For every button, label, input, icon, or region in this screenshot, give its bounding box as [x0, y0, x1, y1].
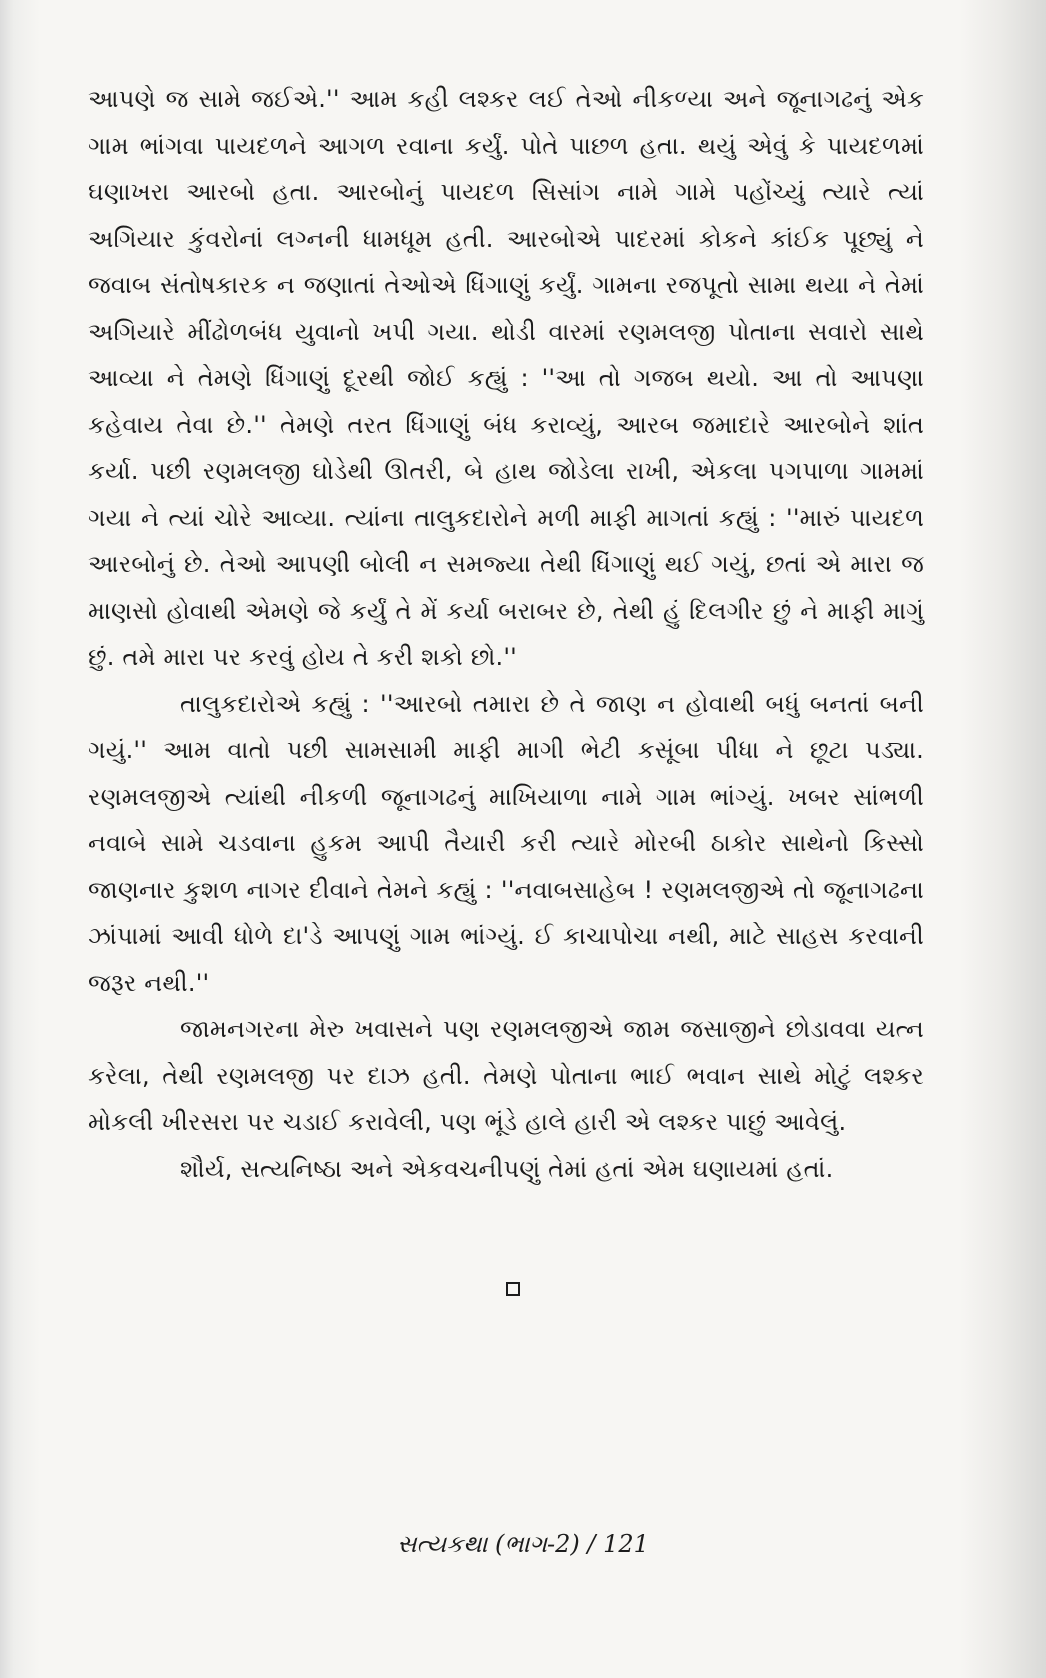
page-footer: સત્યકથા (ભાગ-2) / 121 — [397, 1530, 649, 1558]
paragraph-4: શૌર્ય, સત્યનિષ્ઠા અને એકવચનીપણું તેમાં હતાં એમ ઘણાયમાં હતાં. — [180, 1154, 834, 1183]
paragraph-1: આપણે જ સામે જઈએ.'' આમ કહી લશ્કર લઈ તેઓ નીકળ્યા અને જૂનાગઢનું એક ગામ ભાંગવા પાયદળને આગળ રવાના કર્યું. પોતે પાછળ હતા. થયું એવું કે પાયદળમાં ઘણાખરા આરબો હતા. આરબોનું પાયદળ સિસાંગ નામે ગામે પહોંચ્યું ત્યારે ત્યાં અગિયાર કુંવરોનાં લગ્નની ધામધૂમ હતી. આરબોએ પાદરમાં કોકને કાંઈક પૂછ્યું ને જવાબ સંતોષકારક ન જણાતાં તેઓએ ધિંગાણું કર્યું. ગામના રજપૂતો સામા થયા ને તેમાં અગિયારે મીંઢોળબંધ યુવાનો ખપી ગયા. થોડી વારમાં રણમલજી પોતાના સવારો સાથે આવ્યા ને તેમણે ધિંગાણું દૂરથી જોઈ કહ્યું : ''આ તો ગજબ થયો. આ તો આપણા કહેવાય તેવા છે.'' તેમણે તરત ધિંગાણું બંધ કરાવ્યું, આરબ જમાદારે આરબોને શાંત કર્યા. પછી રણમલજી ઘોડેથી ઊતરી, બે હાથ જોડેલા રાખી, એકલા પગપાળા ગામમાં ગયા ને ત્યાં ચોરે આવ્યા. ત્યાંના તાલુકદારોને મળી માફી માગતાં કહ્યું : ''મારું પાયદળ આરબોનું છે. તેઓ આપણી બોલી ન સમજ્યા તેથી ધિંગાણું થઈ ગયું, છતાં એ મારા જ માણસો હોવાથી એમણે જે કર્યું તે મેં કર્યા બરાબર છે, તેથી હું દિલગીર છું ને માફી માગું છું. તમે મારા પર કરવું હોય તે કરી શકો છો.'' — [88, 85, 924, 671]
paragraph-3: જામનગરના મેરુ ખવાસને પણ રણમલજીએ જામ જસાજીને છોડાવવા યત્ન કરેલા, તેથી રણમલજી પર દાઝ હતી. તેમણે પોતાના ભાઈ ભવાન સાથે મોટું લશ્કર મોકલી ખીરસરા પર ચડાઈ કરાવેલી, પણ ભૂંડે હાલે હારી એ લશ્કર પાછું આવેલું. — [88, 1015, 924, 1136]
body-text — [88, 76, 924, 1192]
end-of-section-square-icon — [506, 1282, 520, 1296]
paragraph-2: તાલુકદારોએ કહ્યું : ''આરબો તમારા છે તે જાણ ન હોવાથી બધું બનતાં બની ગયું.'' આમ વાતો પછી સામસામી માફી માગી ભેટી કસૂંબા પીધા ને છૂટા પડ્યા. રણમલજીએ ત્યાંથી નીકળી જૂનાગઢનું માખિયાળા નામે ગામ ભાંગ્યું. ખબર સાંભળી નવાબે સામે ચડવાના હુકમ આપી તૈયારી કરી ત્યારે મોરબી ઠાકોર સાથેનો કિસ્સો જાણનાર કુશળ નાગર દીવાને તેમને કહ્યું : ''નવાબસાહેબ ! રણમલજીએ તો જૂનાગઢના ઝાંપામાં આવી ધોળે દા'ડે આપણું ગામ ભાંગ્યું. ઈ કાચાપોચા નથી, માટે સાહસ કરવાની જરૂર નથી.'' — [88, 689, 924, 997]
